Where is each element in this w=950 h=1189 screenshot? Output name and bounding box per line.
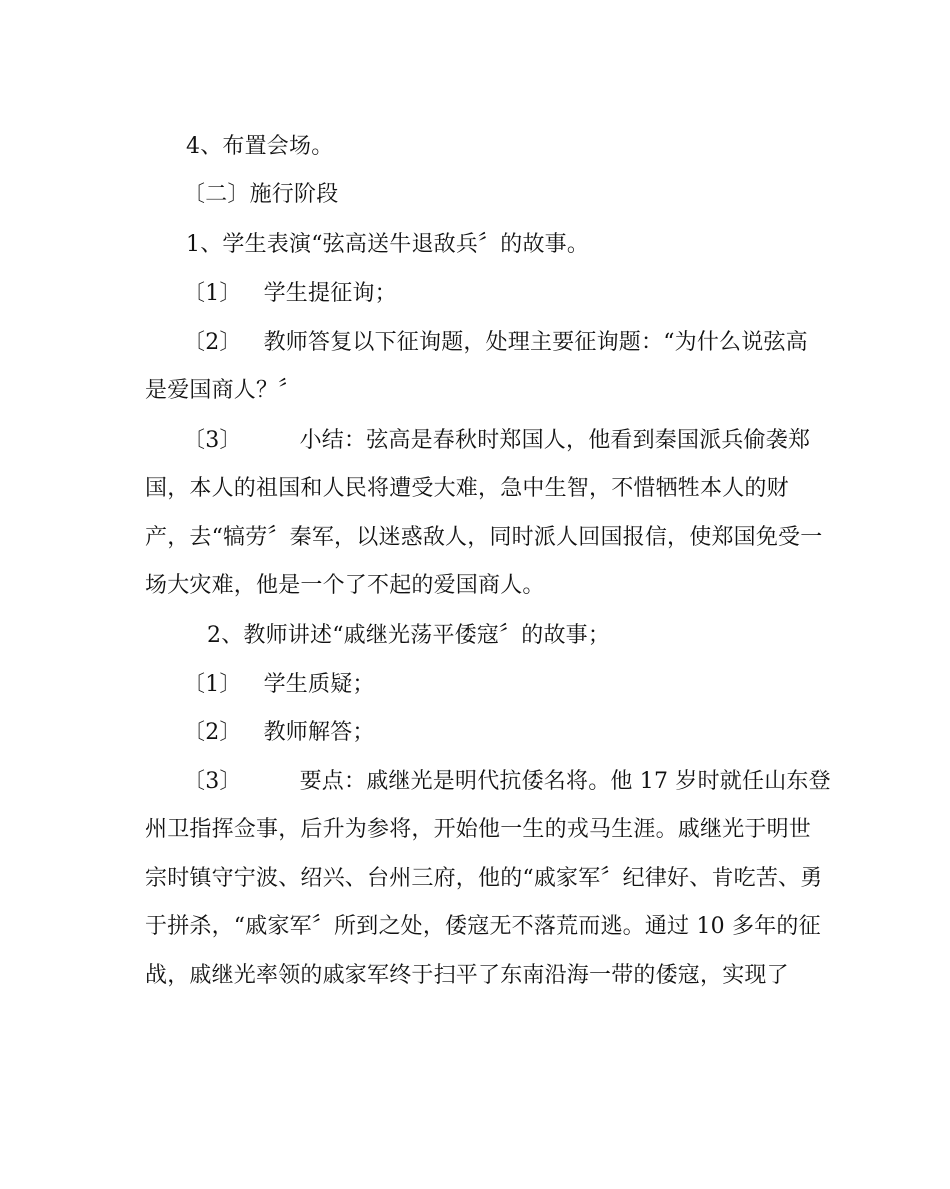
list-item <box>183 328 808 358</box>
item-text: 要点：戚继光是明代抗倭名将。他 17 岁时就任山东登 <box>299 769 831 794</box>
item-text: 学生提征询； <box>263 281 397 306</box>
text-line: 州卫指挥佥事，后升为参将，开始他一生的戎马生涯。戚继光于明世 <box>145 817 812 842</box>
text-line: 产，去“犒劳〞秦军，以迷惑敌人，同时派人回国报信，使郑国免受一 <box>145 525 823 550</box>
text-line: 宗时镇守宁波、绍兴、台州三府，他的“戚家军〞纪律好、肯吃苦、勇 <box>145 866 823 891</box>
item-number: 〔1〕 <box>183 672 242 697</box>
text-line: 2、教师讲述“戚继光荡平倭寇〞的故事； <box>207 623 611 648</box>
text-line: 场大灾难，他是一个了不起的爱国商人。 <box>145 573 545 598</box>
item-number: 〔3〕 <box>183 428 242 453</box>
text-line: 是爱国商人？〞 <box>145 378 301 403</box>
item-text: 教师解答； <box>263 720 375 745</box>
text-line: 1、学生表演“弦高送牛退敌兵〞的故事。 <box>186 232 590 257</box>
text-line: 4、布置会场。 <box>186 134 334 159</box>
item-text: 小结：弦高是春秋时郑国人，他看到秦国派兵偷袭郑 <box>299 428 811 453</box>
list-item <box>183 767 831 797</box>
list-item <box>183 279 397 309</box>
list-item <box>183 670 375 700</box>
item-number: 〔1〕 <box>183 281 242 306</box>
item-number: 〔3〕 <box>183 769 242 794</box>
item-number: 〔2〕 <box>183 330 242 355</box>
item-number: 〔2〕 <box>183 720 242 745</box>
item-text: 教师答复以下征询题，处理主要征询题：“为什么说弦高 <box>263 330 808 355</box>
text-line: 国，本人的祖国和人民将遭受大难，急中生智，不惜牺牲本人的财 <box>145 476 789 501</box>
list-item <box>183 718 375 748</box>
item-text: 学生质疑； <box>263 672 375 697</box>
text-line: 战，戚继光率领的戚家军终于扫平了东南沿海一带的倭寇，实现了 <box>145 963 789 988</box>
list-item <box>183 426 810 456</box>
section-heading: 〔二〕施行阶段 <box>183 182 339 207</box>
text-line: 于拼杀，“戚家军〞所到之处，倭寇无不落荒而逃。通过 10 多年的征 <box>145 914 821 939</box>
